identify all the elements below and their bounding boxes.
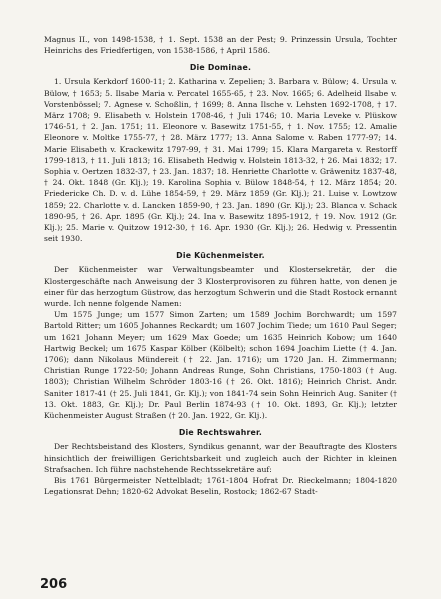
dominae-paragraph: 1. Ursula Kerkdorf 1600-11; 2. Katharina v. Zepelien; 3. Barbara v. Bülow; 4. Ursula v. Bülow, † 1653; 5. Ilsabe Maria v. Percatel 1655-65, † 23. Nov. 1665; 6. Adelheid Ilsabe v. Vorstenbössel; 7. Agnese v. Schoßlin, † 1699; 8. Anna Ilsche v. Lehsten 1692-1708, † 17. März 1708; 9. Elisabeth v. Holstein 1708-46, † Juli 1746; 10. Maria Leveke v. Plüskow 1746-51, † 2. Jan. 1751; 11. Eleonore v. Basewitz 1751-55, † 1. Nov. 1755; 12. Amalie Eleonore v. Moltke 1755-77, † 28. März 1777; 13. Anna Salome v. Raben 1777-97; 14. Marie Elisabeth v. Krackewitz 1797-99, † 31. Mai 1799; 15. Klara Margareta v. Restorff 1799-1813, † 11. Juli 1813; 16. Elisabeth Hedwig v. Holstein 1813-32, † 26. Mai 1832; 17. Sophia v. Oertzen 1832-37, † 23. Jan. 1837; 18. Henriette Charlotte v. Gräwenitz 1837-48, † 24. Okt. 1848 (Gr. Klj.); 19. Karolina Sophia v. Bülow 1848-54, † 12. März 1854; 20. Friedericke Ch. D. v. d. Lühe 1854-59, † 29. März 1859 (Gr. Klj.); 21. Luise v. Lowtzow 1859; 22. Charlotte v. d. Lancken 1859-90, † 23. Jan. 1890 (Gr. Klj.); 23. Blanca v. Schack 1890-95, † 26. Apr. 1895 (Gr. Klj.); 24. Ina v. Basewitz 1895-1912, † 19. Nov. 1912 (Gr. Klj.); 25. Marie v. Quitzow 1912-30, † 16. Apr. 1930 (Gr. Klj.); 26. Hedwig v. Pressentin seit 1930. [44,77,397,244]
rechtswahrer-names-paragraph: Bis 1761 Bürgermeister Nettelbladt; 1761-1804 Hofrat Dr. Rieckelmann; 1804-1820 Legationsrat Dehn; 1820-62 Advokat Beselin, Rostock; 1862-67 Stadt- [44,475,397,497]
heading-rechtswahrer: Die Rechtswahrer. [178,428,263,438]
heading-kuechenmeister: Die Küchenmeister. [176,251,265,261]
page-number: 206 [40,577,68,592]
intro-paragraph: Magnus II., von 1498-1538, † 1. Sept. 1538 an der Pest; 9. Prinzessin Ursula, Tochter Heinrichs des Friedfertigen, von 1538-1586, † April 1586. [44,35,397,56]
kuechenmeister-names-paragraph: Um 1575 Junge; um 1577 Simon Zarten; um 1589 Jochim Borchwardt; um 1597 Bartold Ritter; um 1605 Johannes Reckardt; um 1607 Jochim Tiede; um 1610 Paul Seger; um 1621 Johann Meyer; um 1629 Max Goede; um 1635 Heinrich Kobow; um 1640 Hartwig Beckel; um 1675 Kaspar Kölber (Kölbelt); schon 1694 Joachim Liette († 4. Jan. 1706); dann Nikolaus Mündereit († 22. Jan. 1716); um 1720 Jan. H. Zimmermann; Christian Runge 1722-50; Johann Andreas Runge, Sohn Christians, 1750-1803 († Aug. 1803); Christian Wilhelm Schröder 1803-16 († 26. Okt. 1816); Heinrich Christ. Andr. Saniter 1817-41 († 25. Juli 1841, Gr. Klj.); von 1841-74 sein Sohn Heinrich Aug. Saniter († 13. Okt. 1883, Gr. Klj.); Dr. Paul Berlin 1874-93 († 10. Okt. 1893, Gr. Klj.); letzter Küchenmeister August Straßen († 20. Jan. 1922, Gr. Klj.). [44,310,397,421]
rechtswahrer-intro-paragraph: Der Rechtsbeistand des Klosters, Syndikus genannt, war der Beauftragte des Klosters hinsichtlich der freiwilligen Gerichtsbarkeit und zugleich auch der Richter in kleinen Strafsachen. Ich führe nachstehende Rechtssekretäre auf: [44,442,397,474]
kuechenmeister-intro-paragraph: Der Küchenmeister war Verwaltungsbeamter und Klostersekretär, der die Klostergeschäfte nach Anweisung der 3 Klosterprovisoren zu führen hatte, von denen je einer für das herzogtum Güstrow, das herzogtum Schwerin und die Stadt Rostock ernannt wurde. Ich nenne folgende Namen: [44,265,397,309]
heading-dominae: Die Dominae. [189,63,252,73]
